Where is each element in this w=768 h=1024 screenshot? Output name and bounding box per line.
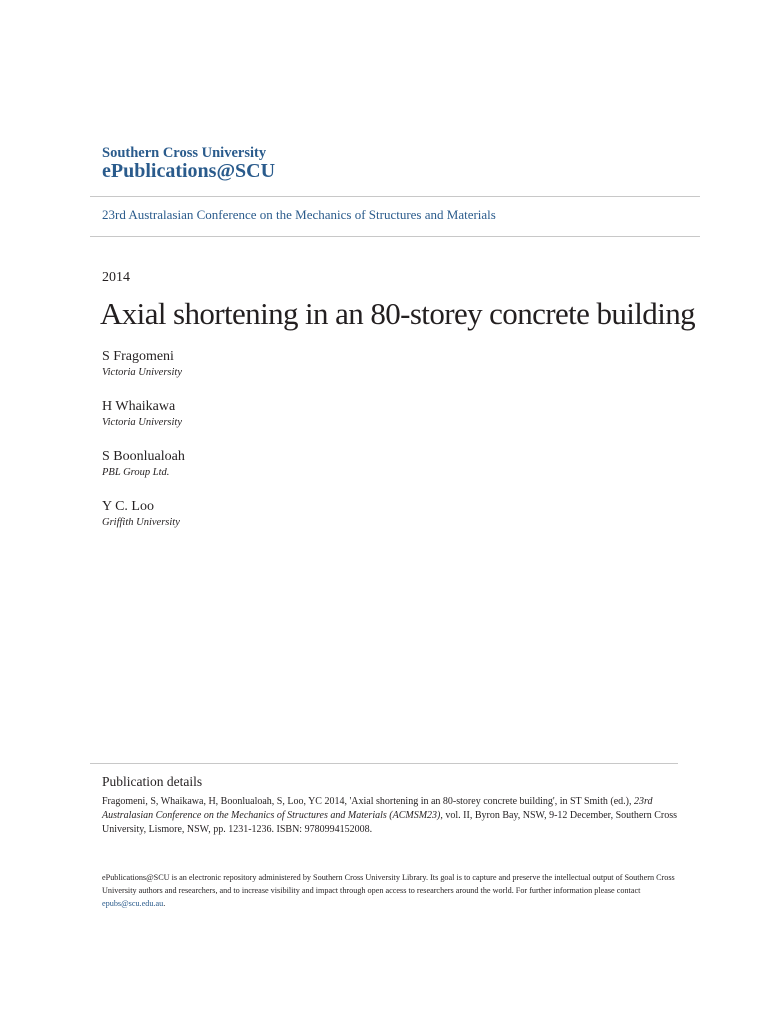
author-entry [102,498,522,548]
repository-name[interactable]: ePublications@SCU [102,160,276,182]
publication-year: 2014 [102,270,130,285]
repository-note-end: . [163,899,166,908]
author-entry [102,348,522,398]
author-list [102,348,522,548]
author-entry [102,398,522,448]
author-affiliation: Victoria University [102,367,182,378]
institution-name: Southern Cross University [102,145,267,161]
author-name: S Boonlualoah [102,449,185,464]
repository-note [102,871,682,910]
author-affiliation: Victoria University [102,417,182,428]
citation-text-end: , vol. II, Byron Bay, NSW, 9-12 December, Southern Cross University, Lismore, NSW, pp. 1231-1236. ISBN: 9780994152008. [102,810,677,835]
author-name: S Fragomeni [102,349,174,364]
contact-email-link[interactable]: epubs@scu.edu.au [102,899,164,908]
author-entry [102,448,522,498]
top-divider [90,196,700,197]
publication-citation [102,795,682,837]
repository-note-text: ePublications@SCU is an electronic repository administered by Southern Cross University Library. Its goal is to capture and preserve the intellectual output of Southern Cross University authors and researchers, and to increase visibility and impact through open access to researchers around the world. For further information please contact [102,873,675,895]
citation-proceedings-title: 23rd Australasian Conference on the Mechanics of Structures and Materials (ACMSM23) [102,796,653,821]
citation-text: Fragomeni, S, Whaikawa, H, Boonlualoah, S, Loo, YC 2014, 'Axial shortening in an 80-storey concrete building', in ST Smith (ed.), [102,796,632,807]
conference-link[interactable]: 23rd Australasian Conference on the Mechanics of Structures and Materials [102,207,496,222]
author-name: H Whaikawa [102,399,176,414]
paper-title: Axial shortening in an 80-storey concrete building [100,296,696,331]
details-divider [90,763,678,764]
publication-details-heading: Publication details [102,774,203,789]
conference-divider [90,236,700,237]
author-name: Y C. Loo [102,499,154,514]
author-affiliation: PBL Group Ltd. [102,467,170,478]
author-affiliation: Griffith University [102,517,180,528]
